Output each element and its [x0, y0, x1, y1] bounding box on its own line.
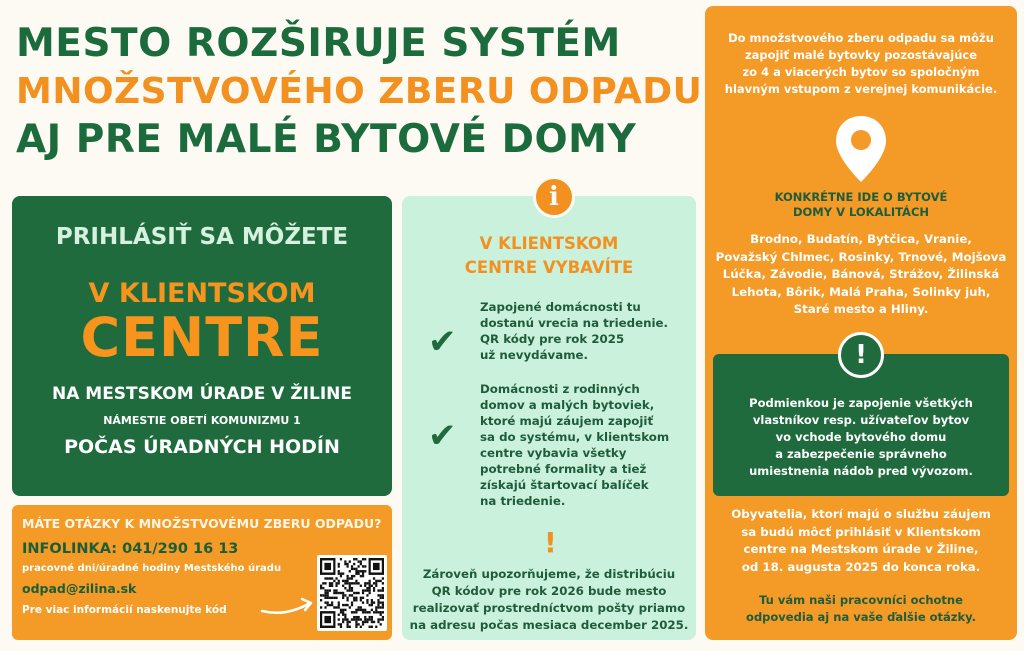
center-item-1-line: dostanú vrecia na triedenie.: [480, 316, 669, 330]
center-title-line-2: CENTRE VYBAVÍTE: [464, 258, 634, 277]
notice-line: Zároveň upozorňujeme, že distribúciu: [422, 567, 676, 581]
check-icon: ✔: [428, 416, 457, 456]
notice-line: realizovať prostredníctvom pošty priamo: [412, 601, 686, 615]
info-icon: i: [533, 176, 575, 218]
signup-line-3: CENTRE: [80, 306, 324, 369]
center-item-2-line: na triedenie.: [480, 494, 566, 508]
headline: [16, 20, 703, 164]
staff-text: [705, 592, 1017, 626]
center-item-2-line: potrebné formality a tiež: [480, 462, 647, 476]
condition-line: Podmienkou je zapojenie všetkých: [749, 396, 973, 410]
questions-box: [12, 505, 392, 640]
center-item-1-line: Zapojené domácnosti tu: [480, 300, 641, 314]
center-title-line-1: V KLIENTSKOM: [479, 234, 619, 253]
intro-line: Do množstvového zberu odpadu sa môžu: [728, 31, 994, 45]
center-item-2-line: domov a malých bytoviek,: [480, 398, 655, 412]
signup-address: NÁMESTIE OBETÍ KOMUNIZMU 1: [103, 414, 301, 427]
qr-code[interactable]: [317, 555, 387, 631]
check-icon: ✔: [428, 322, 457, 362]
warning-icon: !: [544, 526, 557, 559]
location-pin-icon: [833, 114, 889, 184]
right-panel: [705, 6, 1017, 640]
locality-line: Považský Chlmec, Rosinky, Trnové, Mojšova: [715, 249, 1007, 264]
center-item-2-line: ktoré majú záujem zapojiť: [480, 414, 654, 428]
questions-title: MÁTE OTÁZKY K MNOŽSTVOVÉMU ZBERU ODPADU?: [22, 516, 382, 531]
notice-text: [402, 566, 696, 634]
email-link[interactable]: odpad@zilina.sk: [22, 581, 137, 596]
staff-line: Tu vám naši pracovníci ochotne: [759, 593, 963, 607]
intro-line: hlavným vstupom z verejnej komunikácie.: [724, 82, 998, 96]
locality-line: Staré mesto a Hliny.: [793, 302, 929, 316]
signup-line-6: POČAS ÚRADNÝCH HODÍN: [64, 436, 340, 458]
center-item-1-line: QR kódy pre rok 2025: [480, 332, 625, 346]
intro-line: zapojiť malé bytovky pozostávajúce: [744, 48, 978, 62]
signup-line-4: NA MESTSKOM ÚRADE V ŽILINE: [51, 384, 353, 404]
residents-line: Obyvatelia, ktorí majú o službu záujem: [731, 507, 991, 521]
localities-list: [705, 231, 1017, 319]
center-item-2-line: získajú štartovací balíček: [480, 478, 649, 492]
notice-line: QR kódov pre rok 2026 bude mesto: [431, 584, 667, 598]
hotline: INFOLINKA: 041/290 16 13: [22, 541, 239, 557]
residents-line: centre na Mestskom úrade v Žiline,: [743, 542, 979, 556]
localities-heading-line: DOMY V LOKALITÁCH: [792, 205, 930, 219]
intro-text: [705, 30, 1017, 98]
center-item-2-line: Domácnosti z rodinných: [480, 382, 640, 396]
signup-box: [12, 196, 392, 496]
center-item-2-line: centre vybavia všetky: [480, 446, 627, 460]
condition-line: vo vchode bytového domu: [775, 430, 947, 444]
qr-code-pattern: [320, 558, 384, 628]
localities-heading: [705, 190, 1017, 220]
locality-line: Brodno, Budatín, Bytčica, Vranie,: [750, 232, 972, 246]
signup-line-1: PRIHLÁSIŤ SA MÔŽETE: [55, 224, 349, 250]
residents-line: od 18. augusta 2025 do konca roka.: [741, 559, 981, 574]
headline-line-3: AJ PRE MALÉ BYTOVÉ DOMY: [16, 117, 637, 162]
center-panel: [402, 196, 696, 640]
condition-line: vlastníkov resp. užívateľov bytov: [752, 413, 970, 427]
locality-line: Lúčka, Závodie, Bánová, Strážov, Žilinská: [722, 267, 1000, 281]
residents-text: [705, 506, 1017, 576]
center-item-2-line: sa do systému, v klientskom: [480, 430, 670, 444]
locality-line: Lehota, Bôrik, Malá Praha, Solinky juh,: [731, 284, 991, 299]
intro-line: zo 4 a viacerých bytov so spoločným: [742, 65, 980, 79]
condition-line: a zabezpečenie správneho: [775, 447, 947, 461]
headline-line-1: MESTO ROZŠIRUJE SYSTÉM: [16, 21, 621, 66]
scan-text: Pre viac informácií naskenujte kód: [22, 604, 227, 616]
localities-heading-line: KONKRÉTNE IDE O BYTOVÉ: [774, 190, 948, 204]
signup-line-2: V KLIENTSKOM: [88, 278, 316, 309]
condition-line: umiestnenia nádob pred vývozom.: [749, 464, 973, 478]
notice-line: na adresu počas mesiaca december 2025.: [409, 618, 689, 632]
exclamation-icon: !: [838, 332, 884, 378]
office-hours: pracovné dni/úradné hodiny Mestského úradu: [22, 563, 282, 574]
residents-line: sa budú môcť prihlásiť v Klientskom: [741, 524, 981, 539]
staff-line: odpovedia aj na vaše ďalšie otázky.: [746, 610, 976, 624]
arrow-icon: [260, 593, 316, 617]
center-item-2: [480, 381, 669, 509]
center-item-1: [480, 299, 668, 363]
center-item-1-line: už nevydávame.: [480, 348, 588, 362]
headline-line-2: MNOŽSTVOVÉHO ZBERU ODPADU: [16, 71, 703, 112]
condition-text: [713, 395, 1009, 480]
